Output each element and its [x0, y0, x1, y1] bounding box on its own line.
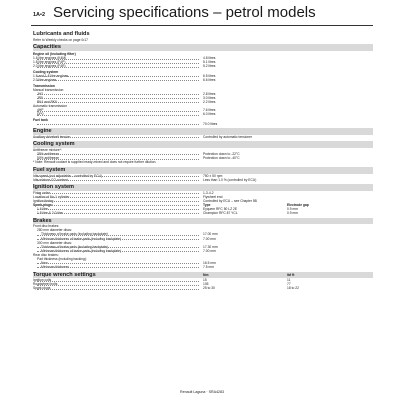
spec-label: PK4 and PK6: [37, 100, 57, 105]
section-heading: Cooling system: [33, 141, 373, 148]
spec-label: Spark plugs:: [33, 202, 53, 207]
leader-dots: [37, 80, 199, 81]
spec-value-secondary: Electrode gap: [287, 202, 309, 207]
leader-dots: [37, 115, 199, 116]
spec-value-secondary: 11: [287, 278, 291, 283]
spec-value-secondary: 18 to 22: [287, 286, 299, 291]
spec-value: 17.00 mm: [203, 232, 218, 237]
column-header: Nm: [203, 272, 209, 277]
spec-label: New: [41, 261, 48, 266]
spec-row: [33, 78, 373, 82]
spec-value: 6.5 litres: [203, 74, 216, 79]
spec-value: Type: [203, 202, 211, 207]
spec-value: 7.00 mm: [203, 236, 216, 241]
leader-dots: [37, 67, 199, 68]
spec-row: [33, 211, 373, 215]
spec-label: Front disc brakes:: [33, 224, 60, 229]
spec-row: [33, 156, 373, 160]
spec-label: Auxiliary drivebelt tension: [33, 134, 71, 139]
spec-row: [33, 64, 373, 68]
spec-value: Protection down to -40°C: [203, 156, 240, 161]
spec-label: 1.8 litre & 2.0 litre: [37, 211, 63, 216]
spec-label: Spark plugs: [33, 286, 51, 291]
spec-label: 2.0 litre engines: [33, 78, 57, 83]
spec-label: 50% antifreeze: [37, 156, 59, 161]
spec-label: JR5: [37, 95, 43, 100]
spec-row: [33, 178, 373, 182]
section-heading: Lubricants and fluids: [33, 31, 90, 37]
section-heading: Engine: [33, 128, 373, 135]
section-footnote: * Note: Renault coolant is supplied ready-mixed and does not require further dilution.: [33, 160, 157, 165]
section-heading: Capacities: [33, 44, 373, 51]
spec-label: Minimum thickness of brake pads (including backplate): [41, 248, 122, 253]
spec-label: 1.6 litre engines (K4M): [33, 56, 67, 61]
spec-value: 7.5 mm: [203, 265, 214, 270]
spec-label: Firing order: [33, 190, 50, 195]
spec-value: 4.8 litres: [203, 56, 216, 61]
spec-label: Minimum thickness: [41, 265, 70, 270]
spec-value: Controlled by automatic tensioner: [203, 134, 253, 139]
section-heading: Fuel system: [33, 167, 373, 174]
leader-dots: [37, 289, 199, 290]
section-heading: Ignition system: [33, 184, 373, 191]
spec-value: Less than 1.0 % (controlled by ECU): [203, 177, 257, 182]
spec-label: Ignition timing: [33, 198, 54, 203]
spec-value: 16.5 mm: [203, 261, 216, 266]
spec-label: Manual transmission:: [33, 87, 65, 92]
spec-row: [33, 286, 373, 290]
spec-value-secondary: 0.9 mm: [287, 211, 298, 216]
page-footer: Renault Laguna · SRA4283: [180, 390, 224, 394]
spec-value: Flywheel end: [203, 194, 223, 199]
spec-label: Idle speed (not adjustable – controlled by ECU): [33, 173, 103, 178]
spec-label: Automatic transmission: [33, 104, 68, 109]
spec-label: 35% antifreeze: [37, 152, 59, 157]
spec-label: Thickness of brake pads (including backplate): [41, 232, 108, 237]
spec-label: 300 mm diameter discs:: [37, 240, 72, 245]
section-heading: Brakes: [33, 218, 373, 225]
spec-row: [33, 265, 373, 269]
spec-content: [33, 31, 373, 291]
spec-value: 2.2 litres: [203, 100, 216, 105]
spec-label: 1.6 litre: [37, 207, 48, 212]
group-title: Cooling system: [33, 69, 59, 74]
spec-label: 280 mm diameter discs:: [37, 228, 72, 233]
leader-dots: [37, 124, 199, 125]
section-heading: [33, 272, 373, 279]
spec-value: 17.30 mm: [203, 244, 218, 249]
spec-value: 7.00 mm: [203, 248, 216, 253]
spec-value: 105: [203, 282, 209, 287]
section-note: Refer to Weekly checks on page 0•17: [33, 37, 88, 42]
spec-value: Champion RFC 87 YCL: [203, 211, 238, 216]
spec-label: 2.0 litre engines (F4R): [33, 64, 66, 69]
page-title: Servicing specifications – petrol models: [53, 4, 316, 21]
spec-label: Location of No 1 cylinder: [33, 194, 70, 199]
spec-value: 7.6 litres: [203, 108, 216, 113]
spec-row: [33, 122, 373, 126]
spec-value: 6.0 litres: [203, 112, 216, 117]
page-number: 1A•2: [33, 12, 46, 18]
spec-label: Antifreeze mixture*:: [33, 148, 62, 153]
spec-row: [33, 112, 373, 116]
group-title: Engine oil (including filter): [33, 52, 76, 57]
spec-value: 1-3-4-2: [203, 190, 214, 195]
section-heading-text: Torque wrench settings: [33, 271, 96, 278]
spec-label: Pad thickness (including backing):: [37, 257, 87, 261]
page-header: [31, 3, 373, 26]
spec-label: 1.8 litre engines (F4P): [33, 60, 66, 65]
spec-value: Eyquem RFC 50 LZ 2E: [203, 207, 238, 212]
spec-row: [33, 135, 373, 139]
group-title: Transmission: [33, 83, 55, 88]
spec-value-secondary: 0.9 mm: [287, 207, 298, 212]
spec-label: DP0: [37, 112, 44, 117]
spec-label: Minimum thickness of brake pads (including backplate): [41, 236, 122, 241]
leader-dots: [37, 159, 199, 160]
group-title: Fuel tank: [33, 117, 48, 122]
spec-label: 1.6 and 1.8 litre engines: [33, 74, 69, 79]
spec-value: 6.6 litres: [203, 78, 216, 83]
spec-value: 5.1 litres: [203, 60, 216, 65]
manual-page: [31, 0, 373, 400]
spec-value: 15: [203, 278, 207, 283]
spec-value: 2.8 litres: [203, 91, 216, 96]
spec-value: Protection down to -22°C: [203, 152, 240, 157]
spec-value: 5.2 litres: [203, 64, 216, 69]
spec-value-secondary: 77: [287, 282, 291, 287]
column-header: lbf ft: [287, 272, 295, 277]
spec-label: Roadwheel bolts: [33, 282, 58, 287]
spec-label: Rear disc brakes:: [33, 252, 59, 257]
leader-dots: [37, 213, 199, 214]
leader-dots: [37, 180, 199, 181]
leader-dots: [37, 267, 199, 268]
spec-value: 25 to 30: [203, 286, 215, 291]
spec-label: Idle mixture CO content: [33, 177, 68, 182]
spec-value: 70.0 litres: [203, 121, 218, 126]
spec-value: 750 ± 50 rpm: [203, 173, 223, 178]
spec-label: Thickness of brake pads (including backplate): [41, 244, 108, 249]
spec-value: Controlled by ECU – see Chapter 5B: [203, 198, 257, 203]
leader-dots: [37, 137, 199, 138]
spec-label: JH3: [37, 91, 43, 96]
spec-label: Ignition coils: [33, 278, 52, 283]
spec-value: 3.0 litres: [203, 95, 216, 100]
spec-label: 4HP: [37, 108, 44, 113]
